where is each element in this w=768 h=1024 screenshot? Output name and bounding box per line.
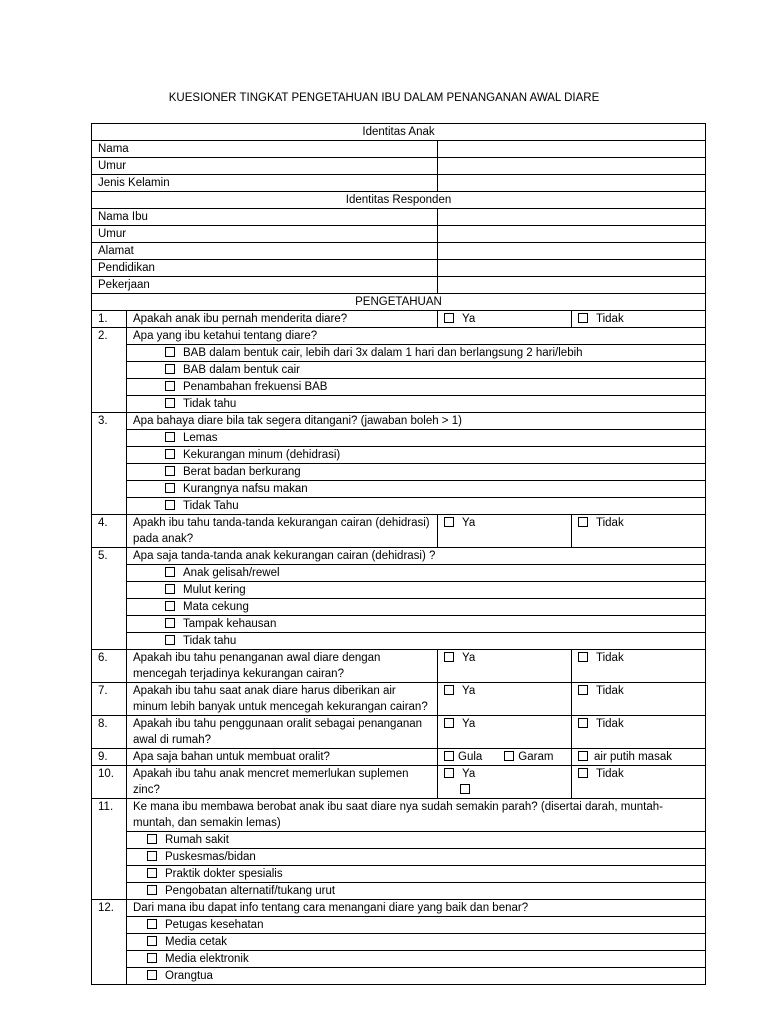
checkbox-icon[interactable] bbox=[444, 768, 454, 778]
checkbox-icon[interactable] bbox=[444, 718, 454, 728]
checkbox-icon[interactable] bbox=[147, 970, 157, 980]
checkbox-icon[interactable] bbox=[578, 768, 588, 778]
question-row bbox=[92, 683, 706, 716]
option-item[interactable] bbox=[127, 633, 706, 650]
option-label: Media elektronik bbox=[165, 953, 249, 965]
field-input-umur-anak[interactable] bbox=[438, 158, 706, 175]
option-label: Kurangnya nafsu makan bbox=[183, 483, 308, 495]
answer-tidak[interactable] bbox=[572, 766, 706, 799]
section-identitas-responden: Identitas Responden bbox=[92, 192, 706, 209]
option-label: Mata cekung bbox=[183, 601, 249, 613]
field-label-umur-ibu: Umur bbox=[92, 226, 438, 243]
document-title: KUESIONER TINGKAT PENGETAHUAN IBU DALAM PENANGANAN AWAL DIARE bbox=[168, 92, 600, 104]
answer-bahan bbox=[438, 749, 572, 766]
question-number: 12. bbox=[92, 900, 127, 985]
option-item[interactable] bbox=[127, 934, 706, 951]
question-text: Apa bahaya diare bila tak segera ditangani? (jawaban boleh > 1) bbox=[127, 413, 706, 430]
option-label: Pengobatan alternatif/tukang urut bbox=[165, 885, 336, 897]
answer-tidak[interactable] bbox=[572, 515, 706, 548]
checkbox-icon[interactable] bbox=[147, 868, 157, 878]
option-label: Tidak tahu bbox=[183, 398, 237, 410]
checkbox-icon[interactable] bbox=[444, 685, 454, 695]
checkbox-icon[interactable] bbox=[165, 567, 175, 577]
answer-label: Ya bbox=[462, 652, 476, 664]
option-label: Tidak Tahu bbox=[183, 500, 239, 512]
answer-tidak[interactable] bbox=[572, 716, 706, 749]
question-text: Apakh ibu tahu tanda-tanda kekurangan cairan (dehidrasi) pada anak? bbox=[127, 515, 438, 548]
option-item[interactable] bbox=[127, 616, 706, 633]
field-input-umur-ibu[interactable] bbox=[438, 226, 706, 243]
answer-ya[interactable] bbox=[438, 683, 572, 716]
questionnaire-table bbox=[91, 123, 706, 985]
answer-label: Tidak bbox=[596, 517, 624, 529]
checkbox-icon[interactable] bbox=[147, 953, 157, 963]
option-garam: Garam bbox=[518, 751, 554, 763]
checkbox-icon[interactable] bbox=[504, 751, 514, 761]
option-label: Lemas bbox=[183, 432, 218, 444]
answer-label: Ya bbox=[462, 718, 476, 730]
question-text: Apakah ibu tahu anak mencret memerlukan suplemen zinc? bbox=[127, 766, 438, 799]
option-label: Puskesmas/bidan bbox=[165, 851, 256, 863]
question-row bbox=[92, 766, 706, 799]
question-row bbox=[92, 749, 706, 766]
option-item[interactable] bbox=[127, 951, 706, 968]
answer-label: Tidak bbox=[596, 313, 624, 325]
option-label: Rumah sakit bbox=[165, 834, 229, 846]
checkbox-icon[interactable] bbox=[578, 685, 588, 695]
checkbox-icon[interactable] bbox=[460, 784, 470, 794]
field-label-pendidikan: Pendidikan bbox=[92, 260, 438, 277]
option-item[interactable] bbox=[127, 565, 706, 582]
answer-ya[interactable] bbox=[438, 650, 572, 683]
field-label-pekerjaan: Pekerjaan bbox=[92, 277, 438, 294]
option-item[interactable] bbox=[127, 599, 706, 616]
question-number: 1. bbox=[92, 311, 127, 328]
option-item[interactable] bbox=[127, 883, 706, 900]
option-item[interactable] bbox=[127, 379, 706, 396]
checkbox-icon[interactable] bbox=[444, 652, 454, 662]
answer-label: Ya bbox=[462, 768, 476, 780]
checkbox-icon[interactable] bbox=[165, 432, 175, 442]
checkbox-icon[interactable] bbox=[165, 483, 175, 493]
option-item[interactable] bbox=[127, 396, 706, 413]
answer-ya[interactable] bbox=[438, 716, 572, 749]
option-label: Anak gelisah/rewel bbox=[183, 567, 280, 579]
section-pengetahuan: PENGETAHUAN bbox=[92, 294, 706, 311]
option-item[interactable] bbox=[127, 362, 706, 379]
answer-tidak[interactable] bbox=[572, 311, 706, 328]
answer-ya[interactable] bbox=[438, 515, 572, 548]
field-input-jenis-kelamin[interactable] bbox=[438, 175, 706, 192]
checkbox-icon[interactable] bbox=[578, 652, 588, 662]
question-text: Apakah ibu tahu penanganan awal diare dengan mencegah terjadinya kekurangan cairan? bbox=[127, 650, 438, 683]
checkbox-icon[interactable] bbox=[147, 834, 157, 844]
question-row bbox=[92, 650, 706, 683]
option-gula: Gula bbox=[458, 751, 483, 763]
option-air-putih: air putih masak bbox=[594, 751, 672, 763]
checkbox-icon[interactable] bbox=[578, 751, 588, 761]
field-label-jenis-kelamin: Jenis Kelamin bbox=[92, 175, 438, 192]
question-text: Dari mana ibu dapat info tentang cara menangani diare yang baik dan benar? bbox=[127, 900, 706, 917]
option-item[interactable] bbox=[127, 447, 706, 464]
question-number: 3. bbox=[92, 413, 127, 515]
question-row bbox=[92, 716, 706, 749]
option-label: Praktik dokter spesialis bbox=[165, 868, 283, 880]
question-text: Apakah anak ibu pernah menderita diare? bbox=[127, 311, 438, 328]
answer-tidak[interactable] bbox=[572, 683, 706, 716]
option-item[interactable] bbox=[127, 968, 706, 985]
question-text: Ke mana ibu membawa berobat anak ibu saat diare nya sudah semakin parah? (disertai darah, muntah-muntah, dan semakin lemas) bbox=[127, 799, 706, 832]
checkbox-icon[interactable] bbox=[165, 449, 175, 459]
checkbox-icon[interactable] bbox=[165, 364, 175, 374]
question-number: 9. bbox=[92, 749, 127, 766]
option-item[interactable] bbox=[127, 866, 706, 883]
checkbox-icon[interactable] bbox=[147, 885, 157, 895]
option-item[interactable] bbox=[127, 464, 706, 481]
field-input-nama-ibu[interactable] bbox=[438, 209, 706, 226]
answer-tidak[interactable] bbox=[572, 650, 706, 683]
checkbox-icon[interactable] bbox=[165, 347, 175, 357]
answer-ya[interactable] bbox=[438, 766, 572, 799]
checkbox-icon[interactable] bbox=[165, 601, 175, 611]
question-text: Apa saja bahan untuk membuat oralit? bbox=[127, 749, 438, 766]
option-label: Mulut kering bbox=[183, 584, 246, 596]
checkbox-icon[interactable] bbox=[165, 381, 175, 391]
question-number: 6. bbox=[92, 650, 127, 683]
answer-air[interactable] bbox=[572, 749, 706, 766]
checkbox-icon[interactable] bbox=[444, 751, 454, 761]
question-text: Apa yang ibu ketahui tentang diare? bbox=[127, 328, 706, 345]
checkbox-icon[interactable] bbox=[147, 936, 157, 946]
checkbox-icon[interactable] bbox=[165, 584, 175, 594]
answer-label: Tidak bbox=[596, 768, 624, 780]
checkbox-icon[interactable] bbox=[444, 517, 454, 527]
answer-label: Tidak bbox=[596, 718, 624, 730]
option-label: Penambahan frekuensi BAB bbox=[183, 381, 328, 393]
field-input-pendidikan[interactable] bbox=[438, 260, 706, 277]
question-number: 11. bbox=[92, 799, 127, 900]
checkbox-icon[interactable] bbox=[444, 313, 454, 323]
question-number: 8. bbox=[92, 716, 127, 749]
checkbox-icon[interactable] bbox=[165, 635, 175, 645]
checkbox-icon[interactable] bbox=[578, 313, 588, 323]
option-item[interactable] bbox=[127, 849, 706, 866]
option-item[interactable] bbox=[127, 345, 706, 362]
option-item[interactable] bbox=[127, 430, 706, 447]
checkbox-icon[interactable] bbox=[165, 398, 175, 408]
question-text: Apa saja tanda-tanda anak kekurangan cairan (dehidrasi) ? bbox=[127, 548, 706, 565]
option-label: Kekurangan minum (dehidrasi) bbox=[183, 449, 341, 461]
question-text: Apakah ibu tahu penggunaan oralit sebagai penanganan awal di rumah? bbox=[127, 716, 438, 749]
option-label: Tampak kehausan bbox=[183, 618, 277, 630]
option-label: BAB dalam bentuk cair, lebih dari 3x dalam 1 hari dan berlangsung 2 hari/lebih bbox=[183, 347, 583, 359]
option-item[interactable] bbox=[127, 917, 706, 934]
option-label: Petugas kesehatan bbox=[165, 919, 264, 931]
answer-label: Ya bbox=[462, 517, 476, 529]
question-number: 4. bbox=[92, 515, 127, 548]
checkbox-icon[interactable] bbox=[147, 919, 157, 929]
question-row bbox=[92, 515, 706, 548]
question-number: 2. bbox=[92, 328, 127, 413]
option-label: Orangtua bbox=[165, 970, 213, 982]
answer-ya[interactable] bbox=[438, 311, 572, 328]
option-label: BAB dalam bentuk cair bbox=[183, 364, 300, 376]
checkbox-icon[interactable] bbox=[147, 851, 157, 861]
field-label-nama-ibu: Nama Ibu bbox=[92, 209, 438, 226]
answer-label: Ya bbox=[462, 685, 476, 697]
option-item[interactable] bbox=[127, 832, 706, 849]
option-label: Berat badan berkurang bbox=[183, 466, 301, 478]
option-label: Tidak tahu bbox=[183, 635, 237, 647]
option-label: Media cetak bbox=[165, 936, 228, 948]
field-input-alamat[interactable] bbox=[438, 243, 706, 260]
field-input-nama[interactable] bbox=[438, 141, 706, 158]
checkbox-icon[interactable] bbox=[578, 718, 588, 728]
question-number: 7. bbox=[92, 683, 127, 716]
answer-label: Tidak bbox=[596, 652, 624, 664]
field-label-alamat: Alamat bbox=[92, 243, 438, 260]
checkbox-icon[interactable] bbox=[165, 466, 175, 476]
option-item[interactable] bbox=[127, 498, 706, 515]
checkbox-icon[interactable] bbox=[165, 500, 175, 510]
question-number: 10. bbox=[92, 766, 127, 799]
option-item[interactable] bbox=[127, 481, 706, 498]
field-label-nama: Nama bbox=[92, 141, 438, 158]
answer-label: Tidak bbox=[596, 685, 624, 697]
option-item[interactable] bbox=[127, 582, 706, 599]
checkbox-icon[interactable] bbox=[165, 618, 175, 628]
question-text: Apakah ibu tahu saat anak diare harus diberikan air minum lebih banyak untuk mencegah kekurangan cairan? bbox=[127, 683, 438, 716]
question-number: 5. bbox=[92, 548, 127, 650]
question-row bbox=[92, 311, 706, 328]
section-identitas-anak: Identitas Anak bbox=[92, 124, 706, 141]
checkbox-icon[interactable] bbox=[578, 517, 588, 527]
answer-label: Ya bbox=[462, 313, 476, 325]
field-input-pekerjaan[interactable] bbox=[438, 277, 706, 294]
field-label-umur-anak: Umur bbox=[92, 158, 438, 175]
